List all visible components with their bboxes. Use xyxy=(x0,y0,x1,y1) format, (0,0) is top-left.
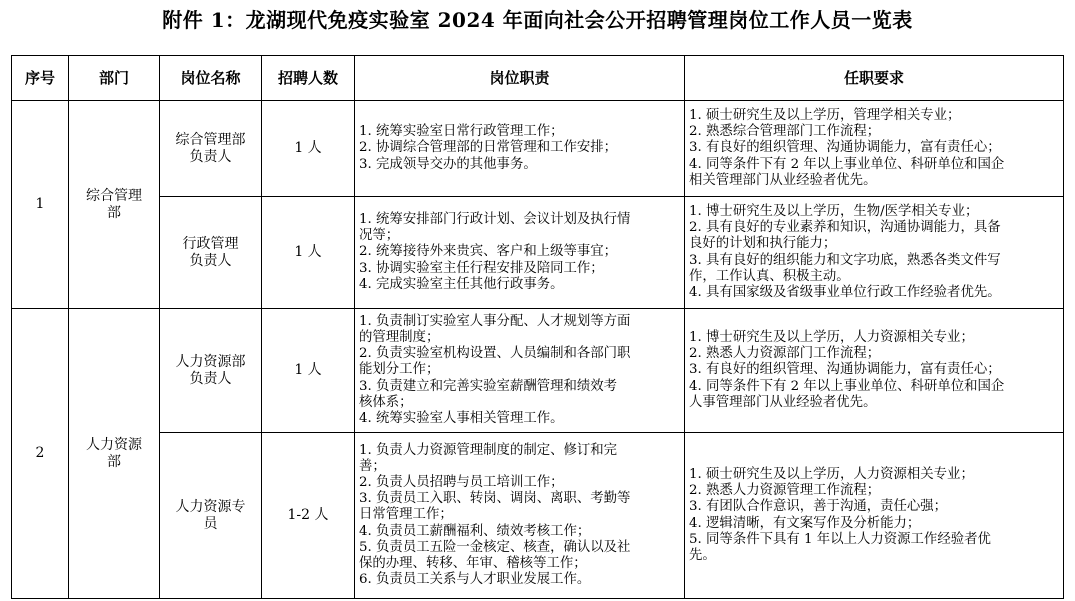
requirement-line: 先。 xyxy=(689,547,716,563)
duty-line: 5. 负责员工五险一金核定、核查，确认以及社 xyxy=(359,539,631,555)
requirement-line: 4. 同等条件下有 2 年以上事业单位、科研单位和国企 xyxy=(689,378,1005,394)
table-header-row xyxy=(12,56,1064,101)
table-row xyxy=(12,309,1064,433)
duty-line: 3. 完成领导交办的其他事务。 xyxy=(359,156,537,172)
duty-line: 6. 负责员工关系与人才职业发展工作。 xyxy=(359,572,591,588)
duty-line: 2. 协调综合管理部的日常管理和工作安排； xyxy=(359,140,618,156)
requirement-line: 4. 具有国家级及省级事业单位行政工作经验者优先。 xyxy=(689,284,1001,300)
requirement-line: 1. 博士研究生及以上学历，人力资源相关专业； xyxy=(689,329,974,345)
duty-line: 的管理制度； xyxy=(359,329,440,345)
requirement-line: 3. 有团队合作意识，善于沟通，责任心强； xyxy=(689,499,948,515)
duty-line: 保的办理、转移、年审、稽核等工作； xyxy=(359,556,587,571)
requirement-line: 作，工作认真、积极主动。 xyxy=(689,268,850,284)
duty-line: 4. 负责员工薪酬福利、绩效考核工作； xyxy=(359,523,591,539)
headcount-cell: 1 人 xyxy=(262,197,355,309)
requirement-line: 1. 硕士研究生及以上学历，管理学相关专业； xyxy=(689,107,961,123)
duty-line: 能划分工作； xyxy=(359,362,440,378)
header-count: 招聘人数 xyxy=(262,56,355,101)
requirements-cell xyxy=(685,309,1064,433)
requirement-line: 4. 逻辑清晰，有文案写作及分析能力； xyxy=(689,515,921,531)
requirement-line: 相关管理部门从业经验者优先。 xyxy=(689,172,877,188)
header-no: 序号 xyxy=(12,56,69,101)
department-name-line: 部 xyxy=(107,453,121,470)
header-requirements: 任职要求 xyxy=(685,56,1064,101)
position-cell xyxy=(160,197,262,309)
position-name-line: 负责人 xyxy=(189,148,232,165)
duty-line: 3. 协调实验室主任行程安排及陪同工作； xyxy=(359,260,604,276)
requirement-line: 3. 有良好的组织管理、沟通协调能力，富有责任心； xyxy=(689,140,1001,156)
department-cell xyxy=(69,309,160,599)
duty-line: 况等； xyxy=(359,228,400,244)
position-cell xyxy=(160,433,262,599)
position-name-line: 负责人 xyxy=(189,252,232,269)
requirement-line: 5. 同等条件下具有 1 年以上人力资源工作经验者优 xyxy=(689,531,991,547)
table-row xyxy=(12,197,1064,309)
position-cell xyxy=(160,309,262,433)
duty-line: 善； xyxy=(359,458,386,474)
requirement-line: 4. 同等条件下有 2 年以上事业单位、科研单位和国企 xyxy=(689,156,1005,172)
position-name-line: 人力资源部 xyxy=(175,354,246,370)
duty-line: 1. 负责制订实验室人事分配、人才规划等方面 xyxy=(359,313,631,329)
duty-line: 3. 负责员工入职、转岗、调岗、离职、考勤等 xyxy=(359,491,631,507)
duty-line: 1. 统筹实验室日常行政管理工作； xyxy=(359,124,564,140)
headcount-cell: 1 人 xyxy=(262,309,355,433)
duties-cell xyxy=(355,101,685,197)
requirement-line: 1. 博士研究生及以上学历，生物/医学相关专业； xyxy=(689,203,979,219)
row-number: 1 xyxy=(12,101,69,309)
position-name-line: 员 xyxy=(203,515,218,532)
position-cell xyxy=(160,101,262,197)
position-name-line: 综合管理部 xyxy=(175,132,246,148)
position-name-line: 负责人 xyxy=(189,370,232,387)
duties-cell xyxy=(355,433,685,599)
department-name-line: 综合管理 xyxy=(86,188,142,204)
duty-line: 4. 统筹实验室人事相关管理工作。 xyxy=(359,411,564,426)
page-title: 附件 1：龙湖现代免疫实验室 2024 年面向社会公开招聘管理岗位工作人员一览表 xyxy=(162,8,913,32)
requirement-line: 3. 有良好的组织管理、沟通协调能力，富有责任心； xyxy=(689,362,1001,378)
duties-cell xyxy=(355,309,685,433)
headcount-cell: 1 人 xyxy=(262,101,355,197)
header-duties: 岗位职责 xyxy=(355,56,685,101)
duties-cell xyxy=(355,197,685,309)
position-name-line: 人力资源专 xyxy=(175,499,246,515)
duty-line: 核体系； xyxy=(359,394,413,410)
recruitment-table xyxy=(11,55,1064,599)
requirement-line: 良好的计划和执行能力； xyxy=(689,236,837,252)
requirements-cell xyxy=(685,197,1064,309)
duty-line: 4. 完成实验室主任其他行政事务。 xyxy=(359,276,564,292)
position-name-line: 行政管理 xyxy=(182,236,239,252)
requirements-cell xyxy=(685,101,1064,197)
department-name-line: 人力资源 xyxy=(86,437,142,453)
header-position: 岗位名称 xyxy=(160,56,262,101)
department-name-line: 部 xyxy=(107,204,121,221)
duty-line: 日常管理工作； xyxy=(359,507,453,523)
headcount-cell: 1-2 人 xyxy=(262,433,355,599)
duty-line: 1. 负责人力资源管理制度的制定、修订和完 xyxy=(359,442,618,458)
requirement-line: 2. 熟悉综合管理部门工作流程； xyxy=(689,124,881,140)
duty-line: 2. 负责人员招聘与员工培训工作； xyxy=(359,474,564,490)
duty-line: 3. 负责建立和完善实验室薪酬管理和绩效考 xyxy=(359,378,618,394)
requirement-line: 人事管理部门从业经验者优先。 xyxy=(689,394,877,410)
table-row xyxy=(12,101,1064,197)
header-dept: 部门 xyxy=(69,56,160,101)
requirement-line: 1. 硕士研究生及以上学历，人力资源相关专业； xyxy=(689,466,974,482)
requirement-line: 3. 具有良好的组织能力和文字功底，熟悉各类文件写 xyxy=(689,252,1001,268)
requirement-line: 2. 熟悉人力资源管理工作流程； xyxy=(689,483,881,499)
requirements-cell xyxy=(685,433,1064,599)
requirement-line: 2. 熟悉人力资源部门工作流程； xyxy=(689,346,881,362)
row-number: 2 xyxy=(12,309,69,599)
requirement-line: 2. 具有良好的专业素养和知识，沟通协调能力，具备 xyxy=(689,220,1001,236)
table-row xyxy=(12,433,1064,599)
duty-line: 2. 负责实验室机构设置、人员编制和各部门职 xyxy=(359,346,631,362)
department-cell xyxy=(69,101,160,309)
duty-line: 2. 统筹接待外来贵宾、客户和上级等事宜； xyxy=(359,244,618,260)
duty-line: 1. 统筹安排部门行政计划、会议计划及执行情 xyxy=(359,211,631,227)
